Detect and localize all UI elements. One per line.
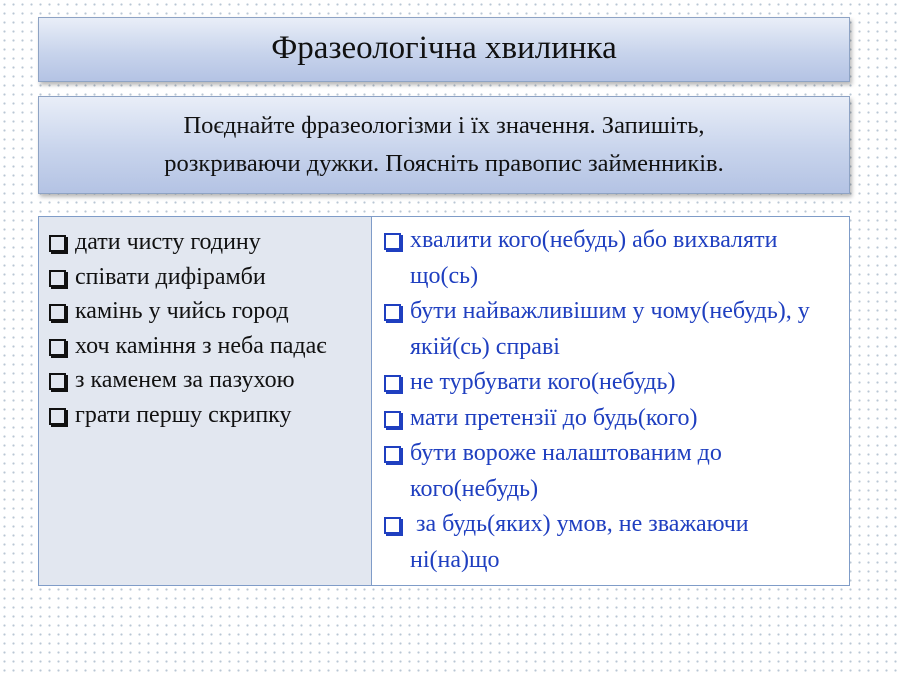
instruction-banner [38, 96, 850, 194]
checkbox-square-icon [384, 304, 401, 321]
phrase-item [47, 225, 367, 260]
instruction-text [164, 107, 724, 183]
checkbox-square-icon [49, 408, 66, 425]
slide-title: Фразеологічна хвилинка [271, 29, 617, 66]
meaning-text: за будь(яких) умов, не зважаючи ні(на)що [410, 511, 755, 573]
checkbox-square-icon [49, 304, 66, 321]
checkbox-square-icon [384, 446, 401, 463]
phrase-item [47, 398, 367, 433]
phrase-text: грати першу скрипку [75, 401, 292, 428]
meaning-item [382, 401, 843, 437]
meaning-text: бути вороже налаштованим до кого(небудь) [410, 440, 722, 502]
checkbox-square-icon [384, 375, 401, 392]
checkbox-square-icon [49, 235, 66, 252]
meaning-text: мати претензії до будь(кого) [410, 404, 698, 431]
checkbox-square-icon [49, 270, 66, 287]
meaning-item [382, 507, 843, 578]
phrase-text: з каменем за пазухою [75, 367, 295, 393]
meaning-item [382, 436, 843, 507]
checkbox-square-icon [384, 233, 401, 250]
meaning-item [382, 294, 843, 365]
meaning-item [382, 365, 843, 401]
instruction-line-2: розкриваючи дужки. Поясніть правопис займенників. [164, 150, 724, 177]
meaning-text: бути найважливішим у чому(небудь), у якій(сь) справі [410, 298, 810, 360]
checkbox-square-icon [384, 411, 401, 428]
phrase-text: співати дифірамби [75, 263, 266, 290]
phrases-column [39, 217, 372, 585]
meaning-item [382, 223, 843, 294]
checkbox-square-icon [384, 517, 401, 534]
phrase-item [47, 363, 367, 398]
phrase-text: дати чисту годину [75, 229, 261, 255]
meanings-column [372, 217, 849, 585]
phrase-text: хоч каміння з неба падає [75, 332, 327, 359]
phrase-item [47, 294, 367, 329]
phrase-text: камінь у чийсь город [75, 298, 289, 324]
meaning-text: не турбувати кого(небудь) [410, 369, 676, 395]
meaning-text: хвалити кого(небудь) або вихваляти що(сь) [410, 227, 778, 289]
checkbox-square-icon [49, 339, 66, 356]
instruction-line-1: Поєднайте фразеологізми і їх значення. Запишіть, [183, 112, 705, 139]
matching-table [38, 216, 850, 586]
phrase-item [47, 329, 367, 364]
title-banner [38, 17, 850, 82]
checkbox-square-icon [49, 373, 66, 390]
phrase-item [47, 260, 367, 295]
